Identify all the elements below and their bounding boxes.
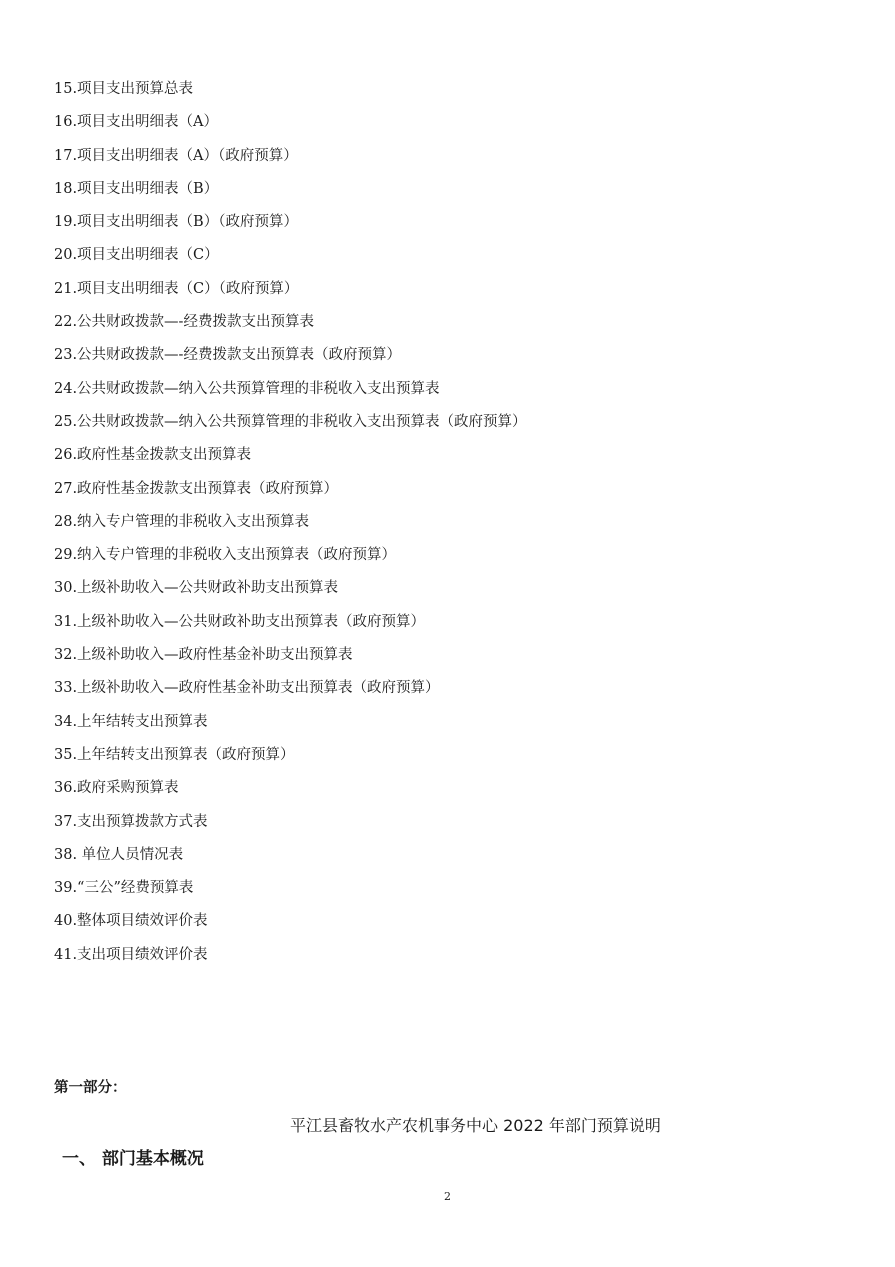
page-number: 2 <box>444 1190 451 1203</box>
section-heading: 一、 部门基本概况 <box>62 1149 204 1169</box>
toc-item: 22.公共财政拨款—-经费拨款支出预算表 <box>54 314 314 331</box>
toc-item: 15.项目支出预算总表 <box>54 81 194 97</box>
toc-item: 32.上级补助收入—政府性基金补助支出预算表 <box>54 647 353 664</box>
toc-item: 16.项目支出明细表（A） <box>54 114 219 131</box>
toc-item: 24.公共财政拨款—纳入公共预算管理的非税收入支出预算表 <box>54 380 440 397</box>
toc-item: 39.“三公”经费预算表 <box>54 880 194 897</box>
toc-item: 35.上年结转支出预算表（政府预算） <box>54 746 295 763</box>
toc-item: 29.纳入专户管理的非税收入支出预算表（政府预算） <box>54 547 397 564</box>
toc-item: 37.支出预算拨款方式表 <box>54 813 208 830</box>
toc-item: 33.上级补助收入—政府性基金补助支出预算表（政府预算） <box>54 680 440 697</box>
toc-item: 26.政府性基金拨款支出预算表 <box>54 447 252 464</box>
toc-item: 31.上级补助收入—公共财政补助支出预算表（政府预算） <box>54 613 426 630</box>
toc-item: 17.项目支出明细表（A）（政府预算） <box>54 147 298 164</box>
toc-item: 19.项目支出明细表（B）（政府预算） <box>54 214 298 231</box>
toc-item: 25.公共财政拨款—纳入公共预算管理的非税收入支出预算表（政府预算） <box>54 413 527 430</box>
toc-item: 30.上级补助收入—公共财政补助支出预算表 <box>54 580 339 597</box>
toc-item: 21.项目支出明细表（C）（政府预算） <box>54 280 299 297</box>
toc-item: 18.项目支出明细表（B） <box>54 180 219 197</box>
toc-item: 27.政府性基金拨款支出预算表（政府预算） <box>54 480 339 497</box>
toc-item: 41.支出项目绩效评价表 <box>54 946 208 963</box>
toc-item: 38. 单位人员情况表 <box>54 846 184 863</box>
toc-item: 36.政府采购预算表 <box>54 780 179 797</box>
document-title: 平江县畜牧水产农机事务中心 2022 年部门预算说明 <box>290 1116 661 1135</box>
toc-item: 34.上年结转支出预算表 <box>54 713 208 730</box>
toc-item: 28.纳入专户管理的非税收入支出预算表 <box>54 513 310 530</box>
toc-item: 20.项目支出明细表（C） <box>54 247 219 264</box>
toc-item: 23.公共财政拨款—-经费拨款支出预算表（政府预算） <box>54 347 401 364</box>
part-label: 第一部分： <box>54 1080 127 1096</box>
table-of-contents <box>54 78 527 977</box>
toc-item: 40.整体项目绩效评价表 <box>54 913 208 930</box>
